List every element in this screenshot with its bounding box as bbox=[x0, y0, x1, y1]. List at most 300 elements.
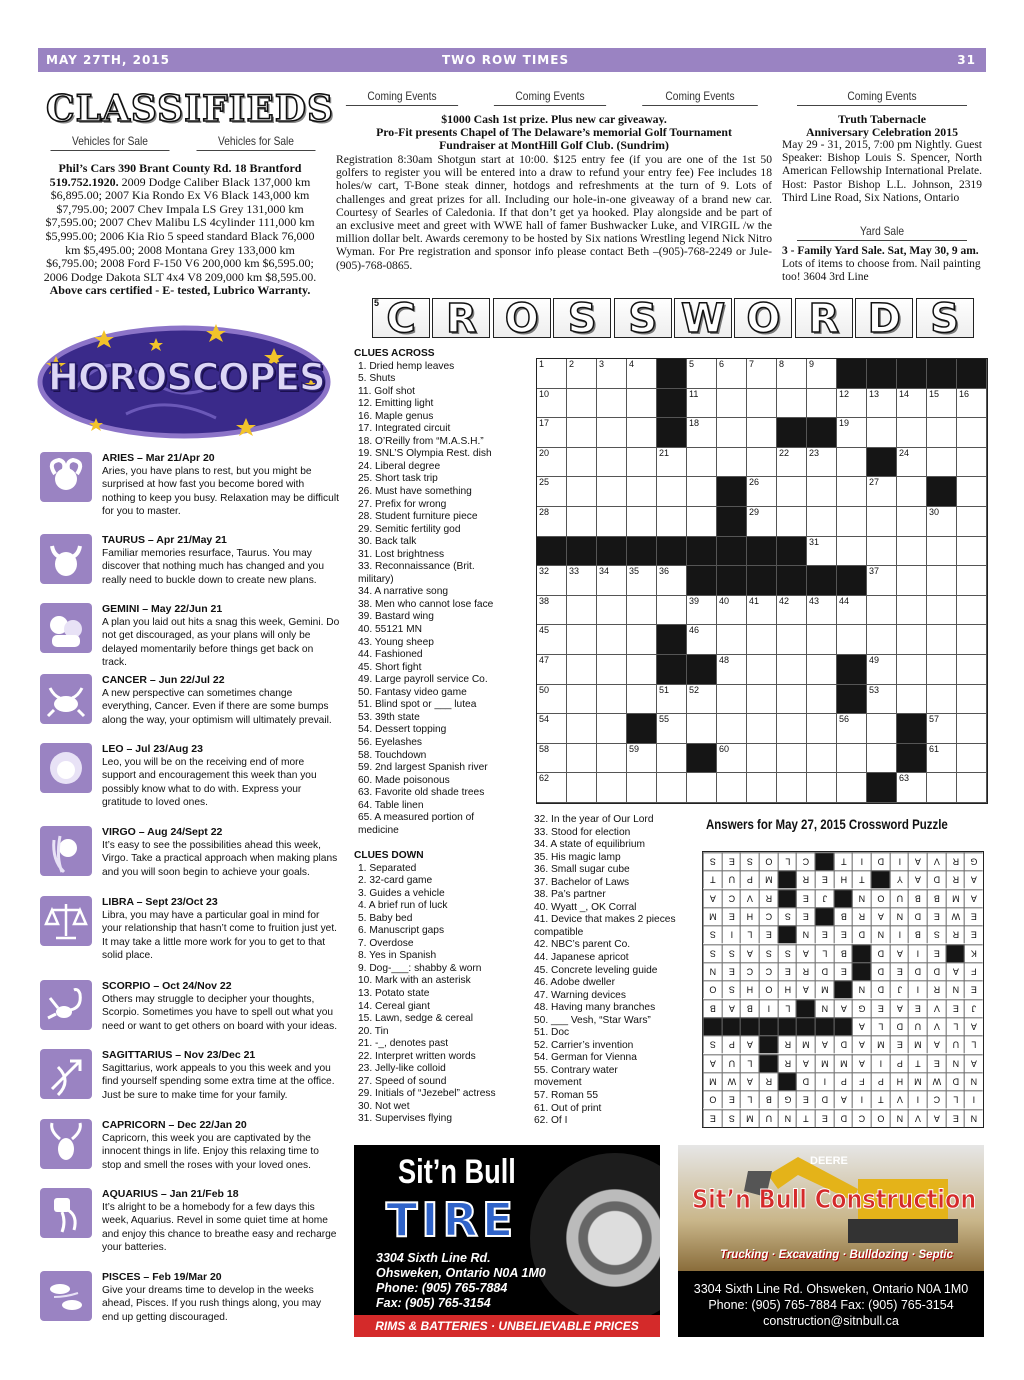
grid-cell[interactable] bbox=[957, 596, 987, 626]
grid-cell[interactable]: 13 bbox=[867, 389, 897, 419]
tire-fax: Fax: (905) 765-3154 bbox=[376, 1296, 491, 1310]
grid-cell[interactable] bbox=[627, 655, 657, 685]
answer-cell: N bbox=[946, 980, 965, 998]
clue-item: movement bbox=[534, 1077, 582, 1089]
grid-cell[interactable] bbox=[957, 566, 987, 596]
grid-cell[interactable] bbox=[747, 448, 777, 478]
grid-cell[interactable]: 37 bbox=[867, 566, 897, 596]
answer-cell: S bbox=[703, 852, 722, 870]
yard-sale-text: Lots of items to choose from. Nail painting too! 3604 3rd Line bbox=[782, 258, 981, 284]
grid-cell[interactable] bbox=[777, 507, 807, 537]
ram-icon bbox=[40, 452, 92, 502]
horoscope-sagittarius bbox=[40, 1049, 340, 1109]
construction-ad[interactable] bbox=[678, 1145, 984, 1337]
grid-cell[interactable]: 32 bbox=[537, 566, 567, 596]
answer-block bbox=[815, 852, 834, 870]
clue-item: 45. Short fight bbox=[358, 661, 422, 673]
dealer-name: Phil’s Cars 390 Brant County Rd. 18 Brantford 519.752.1920. bbox=[49, 161, 302, 189]
grid-cell[interactable] bbox=[777, 744, 807, 774]
grid-cell[interactable]: 55 bbox=[657, 714, 687, 744]
clue-item: medicine bbox=[358, 824, 399, 836]
answer-cell: D bbox=[815, 962, 834, 980]
answer-cell: I bbox=[815, 1072, 834, 1090]
grid-cell[interactable] bbox=[957, 418, 987, 448]
answer-cell: T bbox=[834, 852, 853, 870]
grid-cell[interactable]: 18 bbox=[687, 418, 717, 448]
grid-cell[interactable] bbox=[837, 507, 867, 537]
clue-item: 21. -_, denotes past bbox=[358, 1038, 449, 1050]
grid-cell[interactable] bbox=[957, 744, 987, 774]
answer-cell: B bbox=[740, 999, 759, 1017]
grid-cell[interactable]: 50 bbox=[537, 685, 567, 715]
grid-cell[interactable] bbox=[747, 389, 777, 419]
grid-cell[interactable] bbox=[567, 773, 597, 803]
grid-cell[interactable]: 27 bbox=[867, 477, 897, 507]
grid-cell[interactable]: 38 bbox=[537, 596, 567, 626]
grid-cell[interactable]: 19 bbox=[837, 418, 867, 448]
answer-cell: R bbox=[796, 962, 815, 980]
grid-cell[interactable]: 23 bbox=[807, 448, 837, 478]
capricorn-heading: CAPRICORN – Dec 22/Jan 20 bbox=[102, 1119, 247, 1131]
grid-cell[interactable] bbox=[747, 744, 777, 774]
crossword-grid[interactable] bbox=[536, 358, 988, 804]
grid-cell[interactable] bbox=[627, 625, 657, 655]
grid-cell[interactable] bbox=[567, 507, 597, 537]
answer-cell: I bbox=[908, 1090, 927, 1108]
grid-cell[interactable]: 9 bbox=[807, 359, 837, 389]
answer-cell: O bbox=[703, 1090, 722, 1108]
grid-cell[interactable] bbox=[897, 507, 927, 537]
grid-cell[interactable]: 20 bbox=[537, 448, 567, 478]
grid-cell[interactable] bbox=[927, 418, 957, 448]
grid-cell[interactable] bbox=[897, 566, 927, 596]
answer-cell: A bbox=[740, 1035, 759, 1053]
grid-cell[interactable] bbox=[897, 596, 927, 626]
answer-cell: B bbox=[834, 907, 853, 925]
grid-cell[interactable]: 15 bbox=[927, 389, 957, 419]
grid-cell[interactable] bbox=[837, 744, 867, 774]
grid-cell[interactable] bbox=[957, 537, 987, 567]
grid-cell[interactable] bbox=[627, 507, 657, 537]
grid-cell[interactable]: 22 bbox=[777, 448, 807, 478]
grid-cell[interactable] bbox=[567, 477, 597, 507]
grid-cell[interactable]: 40 bbox=[717, 596, 747, 626]
grid-cell[interactable] bbox=[897, 477, 927, 507]
grid-cell[interactable] bbox=[567, 389, 597, 419]
grid-cell[interactable] bbox=[597, 773, 627, 803]
grid-cell[interactable] bbox=[747, 773, 777, 803]
grid-cell[interactable]: 24 bbox=[897, 448, 927, 478]
grid-cell[interactable]: 1 bbox=[537, 359, 567, 389]
answer-cell: B bbox=[759, 1090, 778, 1108]
grid-cell[interactable] bbox=[597, 389, 627, 419]
clue-item: 17. Integrated circuit bbox=[358, 423, 451, 435]
grid-cell[interactable] bbox=[837, 773, 867, 803]
grid-cell[interactable]: 31 bbox=[807, 537, 837, 567]
grid-cell[interactable] bbox=[777, 685, 807, 715]
grid-cell[interactable] bbox=[777, 625, 807, 655]
grid-cell[interactable]: 60 bbox=[717, 744, 747, 774]
answer-cell: A bbox=[796, 1054, 815, 1072]
answer-cell: G bbox=[964, 852, 983, 870]
grid-cell[interactable]: 2 bbox=[567, 359, 597, 389]
grid-cell[interactable] bbox=[627, 418, 657, 448]
grid-cell[interactable]: 51 bbox=[657, 685, 687, 715]
grid-cell[interactable] bbox=[627, 773, 657, 803]
grid-cell[interactable]: 26 bbox=[747, 477, 777, 507]
grid-cell[interactable]: 7 bbox=[747, 359, 777, 389]
grid-cell[interactable] bbox=[867, 418, 897, 448]
grid-cell[interactable]: 17 bbox=[537, 418, 567, 448]
grid-cell[interactable]: 12 bbox=[837, 389, 867, 419]
clue-item: 24. Liberal degree bbox=[358, 460, 441, 472]
grid-cell[interactable]: 57 bbox=[927, 714, 957, 744]
answer-cell: U bbox=[946, 1035, 965, 1053]
grid-cell[interactable] bbox=[957, 507, 987, 537]
grid-cell[interactable] bbox=[567, 714, 597, 744]
grid-cell[interactable] bbox=[597, 596, 627, 626]
grid-cell[interactable] bbox=[867, 744, 897, 774]
answer-cell: E bbox=[927, 907, 946, 925]
grid-cell[interactable]: 39 bbox=[687, 596, 717, 626]
answer-cell: I bbox=[890, 925, 909, 943]
answer-cell: A bbox=[722, 999, 741, 1017]
clues-down-continued bbox=[534, 814, 704, 1128]
grid-cell[interactable] bbox=[627, 448, 657, 478]
grid-cell[interactable] bbox=[777, 389, 807, 419]
grid-cell[interactable]: 16 bbox=[957, 389, 987, 419]
grid-cell[interactable] bbox=[717, 389, 747, 419]
grid-cell[interactable] bbox=[837, 537, 867, 567]
grid-cell[interactable] bbox=[807, 655, 837, 685]
grid-cell[interactable]: 45 bbox=[537, 625, 567, 655]
grid-cell[interactable] bbox=[567, 596, 597, 626]
horoscope-pisces bbox=[40, 1271, 340, 1331]
answer-cell: A bbox=[946, 962, 965, 980]
puzzle-badge: 5 bbox=[374, 298, 380, 308]
grid-cell[interactable]: 8 bbox=[777, 359, 807, 389]
tire-ad[interactable] bbox=[354, 1145, 660, 1337]
answer-cell: E bbox=[908, 999, 927, 1017]
scorpion-icon bbox=[40, 980, 92, 1030]
answer-cell: O bbox=[703, 980, 722, 998]
answer-cell: D bbox=[852, 925, 871, 943]
cancer-heading: CANCER – Jun 22/Jul 22 bbox=[102, 674, 225, 686]
grid-cell[interactable] bbox=[567, 418, 597, 448]
grid-cell[interactable]: 35 bbox=[627, 566, 657, 596]
grid-cell[interactable] bbox=[567, 625, 597, 655]
grid-cell[interactable] bbox=[627, 596, 657, 626]
grid-cell[interactable]: 30 bbox=[927, 507, 957, 537]
grid-cell[interactable]: 52 bbox=[687, 685, 717, 715]
classifieds-title: CLASSIFIEDS bbox=[46, 88, 334, 130]
grid-cell[interactable] bbox=[717, 714, 747, 744]
grid-cell[interactable] bbox=[927, 685, 957, 715]
grid-cell[interactable] bbox=[717, 773, 747, 803]
grid-cell[interactable] bbox=[897, 655, 927, 685]
grid-cell[interactable] bbox=[687, 714, 717, 744]
answer-cell: R bbox=[927, 980, 946, 998]
grid-block bbox=[627, 714, 657, 744]
grid-cell[interactable] bbox=[867, 596, 897, 626]
tire-icon bbox=[530, 1153, 660, 1323]
grid-cell[interactable] bbox=[717, 418, 747, 448]
grid-cell[interactable]: 58 bbox=[537, 744, 567, 774]
clue-item: 49. Large payroll service Co. bbox=[358, 674, 488, 686]
grid-cell[interactable] bbox=[957, 714, 987, 744]
grid-cell[interactable]: 14 bbox=[897, 389, 927, 419]
grid-cell[interactable] bbox=[747, 685, 777, 715]
grid-cell[interactable]: 25 bbox=[537, 477, 567, 507]
grid-cell[interactable] bbox=[687, 507, 717, 537]
answer-cell: A bbox=[927, 1035, 946, 1053]
grid-cell[interactable] bbox=[777, 714, 807, 744]
grid-cell[interactable] bbox=[837, 448, 867, 478]
grid-block bbox=[657, 389, 687, 419]
grid-cell[interactable]: 49 bbox=[867, 655, 897, 685]
answer-block bbox=[852, 944, 871, 962]
grid-cell[interactable] bbox=[567, 744, 597, 774]
grid-cell[interactable]: 41 bbox=[747, 596, 777, 626]
grid-cell[interactable] bbox=[867, 625, 897, 655]
crab-icon bbox=[40, 674, 92, 724]
answer-cell: C bbox=[759, 907, 778, 925]
grid-cell[interactable]: 46 bbox=[687, 625, 717, 655]
answer-cell: I bbox=[759, 999, 778, 1017]
grid-cell[interactable] bbox=[747, 418, 777, 448]
clue-item: 12. Emitting light bbox=[358, 398, 434, 410]
grid-cell[interactable]: 36 bbox=[657, 566, 687, 596]
grid-cell[interactable] bbox=[567, 655, 597, 685]
grid-cell[interactable] bbox=[897, 625, 927, 655]
grid-cell[interactable] bbox=[957, 448, 987, 478]
horoscope-gemini bbox=[40, 603, 340, 668]
answer-cell: H bbox=[778, 980, 797, 998]
grid-cell[interactable]: 61 bbox=[927, 744, 957, 774]
grid-cell[interactable]: 11 bbox=[687, 389, 717, 419]
grid-cell[interactable] bbox=[837, 477, 867, 507]
grid-cell[interactable] bbox=[807, 685, 837, 715]
grid-cell[interactable] bbox=[897, 685, 927, 715]
grid-cell[interactable] bbox=[687, 773, 717, 803]
answer-cell: J bbox=[815, 889, 834, 907]
answer-cell: D bbox=[796, 1072, 815, 1090]
grid-cell[interactable] bbox=[867, 507, 897, 537]
clue-item: 36. Small sugar cube bbox=[534, 864, 630, 876]
grid-cell[interactable] bbox=[627, 477, 657, 507]
answer-cell: S bbox=[778, 907, 797, 925]
grid-cell[interactable]: 48 bbox=[717, 655, 747, 685]
grid-cell[interactable] bbox=[777, 773, 807, 803]
grid-cell[interactable]: 21 bbox=[657, 448, 687, 478]
grid-cell[interactable] bbox=[777, 477, 807, 507]
answer-cell: S bbox=[703, 925, 722, 943]
construction-services: Trucking · Excavating · Bulldozing · Septic bbox=[720, 1249, 954, 1261]
grid-cell[interactable] bbox=[807, 625, 837, 655]
clue-item: 10. Mark with an asterisk bbox=[358, 975, 471, 987]
grid-cell[interactable] bbox=[807, 744, 837, 774]
answer-cell: E bbox=[964, 907, 983, 925]
grid-cell[interactable]: 43 bbox=[807, 596, 837, 626]
horoscope-leo bbox=[40, 743, 340, 813]
grid-cell[interactable] bbox=[657, 507, 687, 537]
answer-cell: D bbox=[927, 870, 946, 888]
grid-cell[interactable] bbox=[957, 625, 987, 655]
grid-cell[interactable] bbox=[957, 685, 987, 715]
clue-item: 31. Lost brightness bbox=[358, 548, 445, 560]
answer-cell: C bbox=[852, 1109, 871, 1127]
grid-cell[interactable] bbox=[747, 655, 777, 685]
grid-cell[interactable]: 29 bbox=[747, 507, 777, 537]
answer-cell: L bbox=[815, 944, 834, 962]
horoscope-cancer bbox=[40, 674, 340, 734]
clue-item: 48. Having many branches bbox=[534, 1002, 656, 1014]
clue-item: 11. Golf shot bbox=[358, 385, 416, 397]
grid-cell[interactable] bbox=[597, 625, 627, 655]
grid-cell[interactable]: 28 bbox=[537, 507, 567, 537]
grid-cell[interactable] bbox=[867, 537, 897, 567]
grid-cell[interactable] bbox=[597, 714, 627, 744]
grid-cell[interactable] bbox=[567, 448, 597, 478]
answer-cell: R bbox=[778, 1035, 797, 1053]
grid-cell[interactable] bbox=[717, 625, 747, 655]
answer-cell: G bbox=[778, 1090, 797, 1108]
answer-block bbox=[778, 889, 797, 907]
answer-cell: A bbox=[703, 1054, 722, 1072]
grid-cell[interactable] bbox=[927, 625, 957, 655]
grid-cell[interactable] bbox=[687, 448, 717, 478]
grid-cell[interactable]: 10 bbox=[537, 389, 567, 419]
grid-cell[interactable] bbox=[597, 477, 627, 507]
clue-item: 39. Bastard wing bbox=[358, 611, 434, 623]
answer-cell: W bbox=[927, 1072, 946, 1090]
grid-cell[interactable]: 6 bbox=[717, 359, 747, 389]
grid-cell[interactable] bbox=[597, 744, 627, 774]
grid-cell[interactable] bbox=[927, 773, 957, 803]
coming-events-heading-3: Coming Events bbox=[642, 89, 758, 106]
leo-text: Leo, you will be on the receiving end of more support and encouragement this week than you possibly know what to do with. Express your gratitude to loved ones. bbox=[102, 757, 317, 808]
answer-cell: L bbox=[871, 1017, 890, 1035]
grid-cell[interactable] bbox=[837, 625, 867, 655]
tire-address-2: Ohsweken, Ontario N0A 1M0 bbox=[376, 1266, 546, 1280]
answer-cell: N bbox=[815, 999, 834, 1017]
grid-cell[interactable] bbox=[687, 477, 717, 507]
grid-cell[interactable] bbox=[927, 596, 957, 626]
crosswords-title bbox=[372, 298, 976, 340]
grid-cell[interactable] bbox=[627, 685, 657, 715]
grid-cell[interactable]: 42 bbox=[777, 596, 807, 626]
grid-cell[interactable]: 34 bbox=[597, 566, 627, 596]
answer-cell: S bbox=[703, 944, 722, 962]
grid-cell[interactable]: 54 bbox=[537, 714, 567, 744]
grid-cell[interactable] bbox=[597, 655, 627, 685]
answer-cell: W bbox=[722, 1072, 741, 1090]
grid-cell[interactable] bbox=[897, 418, 927, 448]
grid-cell[interactable] bbox=[957, 477, 987, 507]
grid-block bbox=[807, 566, 837, 596]
construction-email[interactable]: construction@sitnbull.ca bbox=[763, 1314, 899, 1328]
grid-cell[interactable] bbox=[807, 477, 837, 507]
answer-cell: M bbox=[871, 1035, 890, 1053]
grid-cell[interactable]: 56 bbox=[837, 714, 867, 744]
grid-block bbox=[657, 625, 687, 655]
church-event-title: Truth Tabernacle Anniversary Celebration 2015 bbox=[805, 112, 959, 139]
answer-cell: O bbox=[871, 1109, 890, 1127]
grid-cell[interactable] bbox=[747, 625, 777, 655]
grid-cell[interactable]: 5 bbox=[687, 359, 717, 389]
answer-cell: R bbox=[796, 870, 815, 888]
grid-cell[interactable]: 3 bbox=[597, 359, 627, 389]
grid-cell[interactable] bbox=[807, 507, 837, 537]
yard-sale-heading: Yard Sale bbox=[797, 224, 967, 241]
clue-item: 30. Not wet bbox=[358, 1100, 410, 1112]
clue-item: 57. Roman 55 bbox=[534, 1090, 598, 1102]
grid-cell[interactable] bbox=[657, 477, 687, 507]
grid-cell[interactable] bbox=[807, 389, 837, 419]
grid-cell[interactable] bbox=[717, 685, 747, 715]
grid-cell[interactable] bbox=[927, 566, 957, 596]
grid-cell[interactable] bbox=[597, 685, 627, 715]
gemini-text: A plan you laid out hits a snag this week, Gemini. Do not get discouraged, as your plans will only be delayed momentarily before things get back on track. bbox=[102, 617, 340, 668]
grid-cell[interactable]: 53 bbox=[867, 685, 897, 715]
clue-item: 13. Potato state bbox=[358, 988, 430, 1000]
grid-cell[interactable] bbox=[867, 714, 897, 744]
grid-cell[interactable] bbox=[747, 714, 777, 744]
grid-cell[interactable]: 63 bbox=[897, 773, 927, 803]
grid-cell[interactable] bbox=[927, 655, 957, 685]
grid-cell[interactable] bbox=[597, 418, 627, 448]
grid-cell[interactable] bbox=[807, 714, 837, 744]
grid-cell[interactable] bbox=[597, 448, 627, 478]
grid-cell[interactable]: 44 bbox=[837, 596, 867, 626]
answer-cell: D bbox=[908, 907, 927, 925]
answer-cell: E bbox=[722, 962, 741, 980]
grid-cell[interactable] bbox=[957, 655, 987, 685]
grid-cell[interactable] bbox=[597, 507, 627, 537]
grid-cell[interactable] bbox=[927, 448, 957, 478]
grid-cell[interactable]: 47 bbox=[537, 655, 567, 685]
answer-block bbox=[815, 1017, 834, 1035]
grid-cell[interactable]: 4 bbox=[627, 359, 657, 389]
leo-heading: LEO – Jul 23/Aug 23 bbox=[102, 743, 203, 755]
grid-cell[interactable] bbox=[657, 773, 687, 803]
answer-cell: D bbox=[871, 852, 890, 870]
grid-cell[interactable] bbox=[897, 537, 927, 567]
answer-cell: A bbox=[740, 944, 759, 962]
grid-cell[interactable] bbox=[657, 744, 687, 774]
grid-cell[interactable]: 33 bbox=[567, 566, 597, 596]
answer-cell: V bbox=[908, 1109, 927, 1127]
grid-cell[interactable] bbox=[627, 389, 657, 419]
clue-item: 43. Young sheep bbox=[358, 636, 434, 648]
grid-cell[interactable]: 62 bbox=[537, 773, 567, 803]
grid-block bbox=[717, 477, 747, 507]
grid-cell[interactable] bbox=[657, 596, 687, 626]
tire-contact bbox=[376, 1251, 546, 1311]
grid-cell[interactable]: 59 bbox=[627, 744, 657, 774]
answer-cell: U bbox=[890, 889, 909, 907]
crosswords-title-letter: R bbox=[795, 298, 853, 338]
grid-cell[interactable] bbox=[927, 537, 957, 567]
answer-cell: Y bbox=[890, 870, 909, 888]
grid-cell[interactable] bbox=[957, 773, 987, 803]
clue-item: 14. Cereal giant bbox=[358, 1000, 430, 1012]
grid-cell[interactable] bbox=[777, 655, 807, 685]
grid-cell[interactable] bbox=[567, 685, 597, 715]
grid-cell[interactable] bbox=[807, 773, 837, 803]
answer-cell: A bbox=[703, 889, 722, 907]
grid-cell[interactable] bbox=[717, 448, 747, 478]
